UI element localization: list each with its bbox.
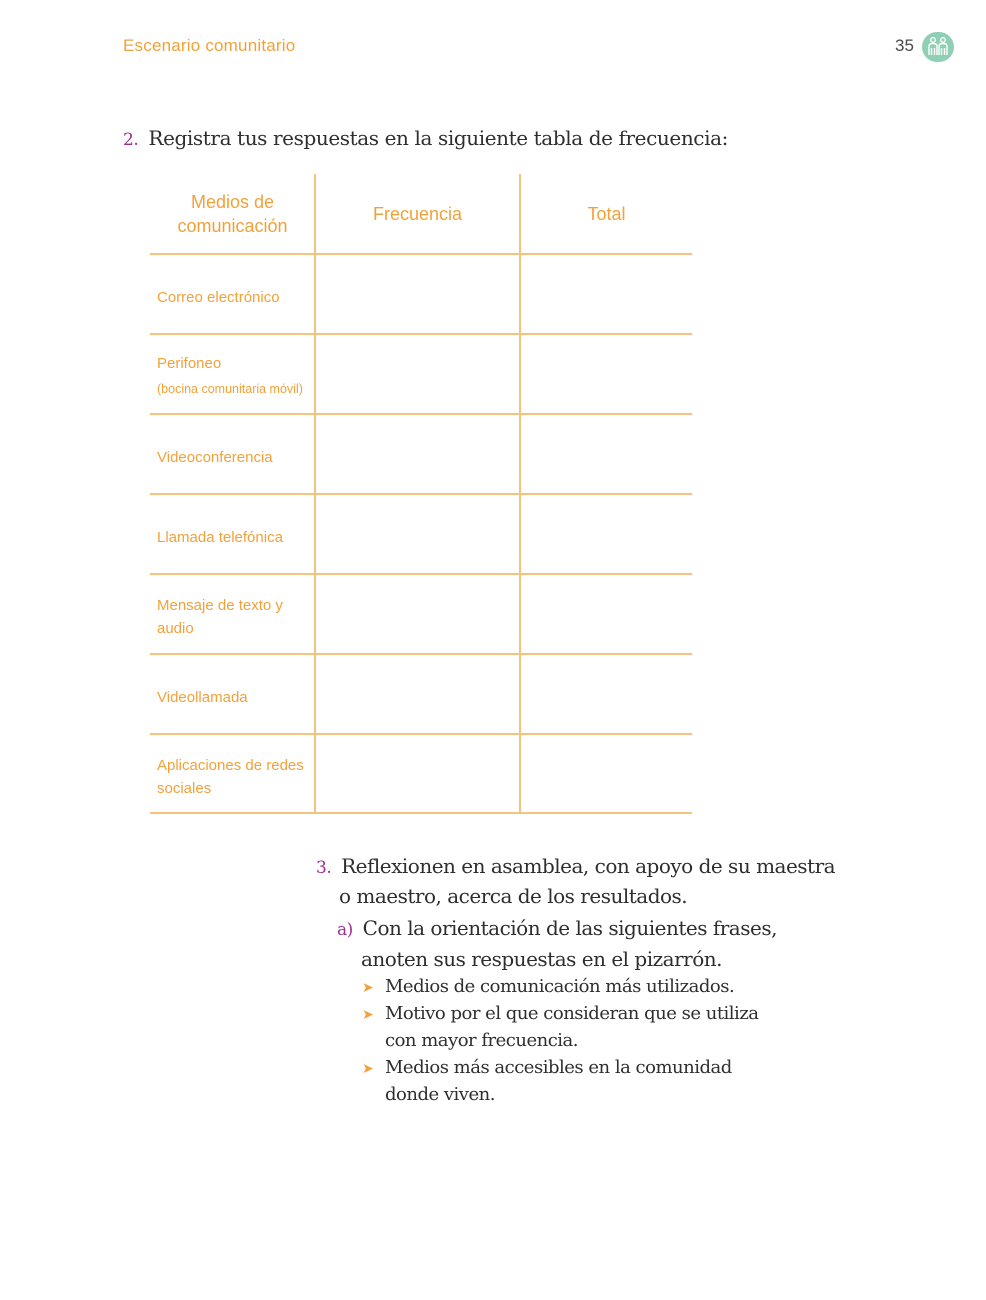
bullet-arrow-icon: ➤ [362,1061,374,1077]
bullet-2-line-1: Motivo por el que consideran que se utiliza [385,1003,759,1024]
bullet-1-line-1: Medios de comunicación más utilizados. [385,976,735,997]
row-label-text: Aplicaciones de redes sociales [157,757,304,797]
subitem-text: Con la orientación de las siguientes frases, [362,916,777,940]
row-label-text: Correo electrónico [157,288,280,306]
row-label-text: Videollamada [157,688,248,706]
page-number: 35 [895,36,914,55]
row-label-aplicaciones [157,737,307,817]
row-label-subtext: (bocina comunitaria móvil) [157,381,303,396]
subitem-letter: a) [337,920,353,940]
row-label-mensaje [157,577,292,657]
header-total: Total [587,204,626,224]
row-label-videollamada [157,657,312,737]
header-medios: Medios de comunicación [177,192,288,236]
bullet-2-line-2: con mayor frecuencia. [385,1030,578,1051]
row-label-text: Videoconferencia [157,448,273,466]
question-3-line-1 [316,854,835,878]
bullet-3-line-1: Medios más accesibles en la comunidad [385,1057,732,1078]
question-2 [123,126,728,150]
bullet-3-line-2: donde viven. [385,1084,495,1105]
row-label-videoconferencia [157,417,312,497]
bullet-arrow-icon: ➤ [362,1007,374,1023]
subitem-a-line-1 [337,916,777,940]
header-frecuencia: Frecuencia [372,204,463,224]
row-label-text: Mensaje de texto y audio [157,597,283,637]
section-title: Escenario comunitario [123,36,296,55]
row-label-text: Llamada telefónica [157,528,283,546]
row-label-perifoneo [157,337,312,417]
question-3-line-2: o maestro, acerca de los resultados. [339,884,688,908]
bullet-arrow-icon: ➤ [362,980,374,996]
row-label-llamada [157,497,312,577]
row-label-text: Perifoneo [157,354,222,372]
subitem-a-line-2: anoten sus respuestas en el pizarrón. [361,947,722,971]
question-number: 2. [123,130,139,150]
community-people-icon [922,32,954,62]
frequency-table [150,174,692,814]
question-text: Reflexionen en asamblea, con apoyo de su maestra [341,854,836,878]
question-text: Registra tus respuestas en la siguiente tabla de frecuencia: [148,126,728,150]
row-label-correo [157,257,312,337]
question-number: 3. [316,858,332,878]
